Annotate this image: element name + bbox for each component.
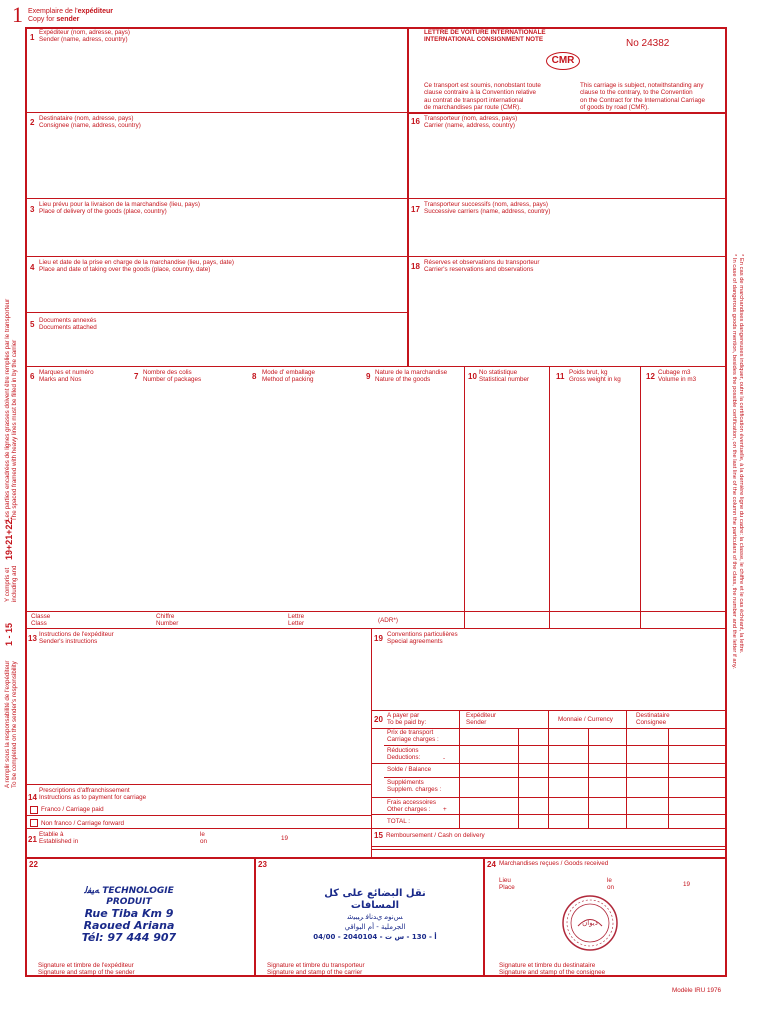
sender-company-stamp: ﻪﻴﻔﻟ TECHNOLOGIE PRODUIT Rue Tiba Km 9 Raoued Ariana Tél: 97 444 907 (81, 886, 177, 944)
box-11-label: Poids brut, kg Gross weight in kg (569, 369, 621, 384)
box-13-label: Instructions de l'expéditeur Sender's instructions (39, 631, 114, 646)
side-note-including: Y compris et including and (4, 565, 19, 602)
sender-field[interactable] (28, 46, 406, 110)
side-note-dangerous-goods: * En cas de marchandises dangereuses indiquer, outre la certification éventuelle, à la dernière ligne du cadre: la classe, le chiffre et le cas échéant, la lettre. * In case of dangerous goods mention, besides the possible certification, on the last line of the column the particulars of the class, the number and the letter if any. (731, 254, 744, 669)
box-16-number: 16 (411, 117, 420, 126)
box-4-label: Lieu et date de la prise en charge de la marchandise (lieu, pays, date) Place and date of taking over the goods (place, country, date) (39, 259, 234, 274)
box-3-label: Lieu prévu pour la livraison de la marchandise (lieu, pays) Place of delivery of the goods (place, country) (39, 201, 201, 216)
box-24-title: Marchandises reçues / Goods received (499, 860, 609, 867)
box-22-number: 22 (29, 860, 38, 869)
box-6-label: Marques et numéro Marks and Nos (39, 369, 94, 384)
col-sender: Expéditeur Sender (466, 712, 497, 727)
box-13-number: 13 (28, 634, 37, 643)
charge-deductions: Réductions Deductions: (387, 747, 421, 762)
goods-description-field[interactable] (28, 386, 462, 608)
charge-total: TOTAL : (387, 818, 410, 825)
box-5-label: Documents annexés Documents attached (39, 317, 97, 332)
carriage-paid-checkbox[interactable] (30, 806, 38, 814)
carrier-company-stamp: نقل البضائع على كل المسافات ﺲﻧﻮﻣ ﻱﺪﻧﺎﻓ ﺮﻴﺒﻴﺷ الجرملية - أم البواقي 04/00 - 2040104 - أ - 130 - س ت (313, 888, 437, 941)
cmr-logo: CMR (546, 52, 580, 70)
charge-supplements: Suppléments Supplem. charges : (387, 779, 442, 794)
box-4-number: 4 (30, 263, 35, 272)
box-24-year: 19 (683, 881, 691, 888)
box-11-number: 11 (556, 372, 565, 381)
place-of-delivery-field[interactable] (28, 218, 406, 254)
box-21-label: Etablie à Established in (39, 831, 79, 846)
model-reference: Modèle IRU 1976 (672, 987, 722, 994)
box-23-number: 23 (258, 860, 267, 869)
statistical-number-field[interactable] (466, 386, 547, 608)
box-21-year: 19 (281, 835, 289, 842)
sender-instructions-field[interactable] (28, 648, 369, 782)
box-5-number: 5 (30, 320, 35, 329)
consignee-field[interactable] (28, 132, 406, 196)
box-23-label: Signature et timbre du transporteur Signature and stamp of the carrier (267, 962, 365, 977)
box-14-number: 14 (28, 793, 37, 802)
class-label: Classe Class (31, 613, 51, 628)
box-22-label: Signature et timbre de l'expéditeur Signature and stamp of the sender (38, 962, 135, 977)
place-date-taking-over-field[interactable] (28, 276, 406, 310)
box-2-number: 2 (30, 118, 35, 127)
side-note-fill-responsibility: A remplir sous la responsabilité de l'expéditeur To be completed on the sender's responsibility (4, 660, 19, 788)
carriage-paid-label: Franco / Carriage paid (41, 806, 104, 813)
box-16-label: Transporteur (nom, adress, pays) Carrier (name, address, country) (424, 115, 518, 130)
box-18-label: Réserves et observations du transporteur Carrier's reservations and observations (424, 259, 540, 274)
box-21-number: 21 (28, 835, 37, 844)
box-20-label: A payer par To be paid by: (387, 712, 427, 727)
letter-label: Lettre Letter (288, 613, 305, 628)
side-note-heavy-lines: Les parties encadrées de lignes grasses doivent être remplies par le transporteur The spaced framed with heavy lines must be filled in by the carrier (4, 298, 19, 521)
carrier-reservations-field[interactable] (410, 276, 724, 364)
box-24-date-label: le on (607, 877, 615, 892)
box-8-label: Mode d' emballage Method of packing (262, 369, 316, 384)
consignee-round-stamp: ديوان (560, 893, 620, 953)
charge-balance: Solde / Balance (387, 766, 432, 773)
copy-number: 1 (12, 2, 23, 27)
side-note-incl-numbers: 19+21+22. (4, 516, 14, 560)
box-2-label: Destinataire (nom, adresse, pays) Consignee (name, address, country) (39, 115, 141, 130)
number-label: Chiffre Number (156, 613, 179, 628)
box-17-number: 17 (411, 205, 420, 214)
box-19-number: 19 (374, 634, 383, 643)
box-12-label: Cubage m3 Volume in m3 (658, 369, 697, 384)
gross-weight-field[interactable] (551, 386, 638, 608)
box-7-number: 7 (134, 372, 139, 381)
volume-field[interactable] (642, 386, 724, 608)
cash-on-delivery-field[interactable] (520, 830, 724, 844)
box-24-number: 24 (487, 860, 496, 869)
box-14-label: Prescriptions d'affranchissement Instructions as to payment for carriage (39, 787, 147, 802)
box-15-label: Remboursement / Cash on delivery (386, 832, 485, 839)
successive-carriers-field[interactable] (410, 218, 724, 254)
box-1-number: 1 (30, 33, 35, 42)
box-12-number: 12 (646, 372, 655, 381)
box-19-label: Conventions particulières Special agreements (387, 631, 458, 646)
charge-deductions-sign: - (443, 755, 446, 762)
box-15-number: 15 (374, 831, 383, 840)
carriage-forward-checkbox[interactable] (30, 819, 38, 827)
box-17-label: Transporteur successifs (nom, adress, pays) Successive carriers (name, address, country) (424, 201, 551, 216)
box-18-number: 18 (411, 262, 420, 271)
box-6-number: 6 (30, 372, 35, 381)
box-1-label: Expéditeur (nom, adresse, pays) Sender (name, adress, country) (39, 29, 130, 44)
box-7-label: Nombre des colis Number of packages (143, 369, 202, 384)
box-24-label: Signature et timbre du destinataire Signature and stamp of the consignee (499, 962, 606, 977)
charge-other-sign: + (443, 806, 447, 813)
box-21-date-label: le on (200, 831, 208, 846)
box-3-number: 3 (30, 205, 35, 214)
special-agreements-field[interactable] (374, 648, 724, 708)
carriage-forward-label: Non franco / Carriage forward (41, 820, 124, 827)
charge-carriage: Prix de transport Carriage charges : (387, 729, 439, 744)
box-24-place-label: Lieu Place (499, 877, 515, 892)
document-number: No 24382 (626, 38, 670, 49)
box-10-number: 10 (468, 372, 477, 381)
side-note-range: 1 - 15 (4, 622, 14, 646)
box-9-number: 9 (366, 372, 371, 381)
box-10-label: No statistique Statistical number (479, 369, 530, 384)
consignment-note-title: LETTRE DE VOITURE INTERNATIONALE INTERNATIONAL CONSIGNMENT NOTE (424, 29, 546, 44)
box-9-label: Nature de la marchandise Nature of the goods (375, 369, 448, 384)
convention-text-en: This carriage is subject, notwithstanding any clause to the contrary, to the Convention on the Contract for the International Carriage of goods by road (CMR). (580, 82, 705, 112)
carrier-field[interactable] (410, 132, 724, 196)
copy-label: Exemplaire de l'expéditeur Copy for sender (28, 8, 113, 23)
box-8-number: 8 (252, 372, 257, 381)
col-currency: Monnaie / Currency (558, 716, 613, 723)
charge-other: Frais accessoires Other charges : (387, 799, 436, 814)
col-consignee: Destinataire Consignee (636, 712, 670, 727)
adr-label: (ADR*) (378, 617, 398, 624)
documents-attached-field[interactable] (28, 334, 406, 364)
box-20-number: 20 (374, 715, 383, 724)
convention-text-fr: Ce transport est soumis, nonobstant toute clause contraire à la Convention relative au contrat de transport international de marchandises par route (CMR). (424, 82, 541, 112)
